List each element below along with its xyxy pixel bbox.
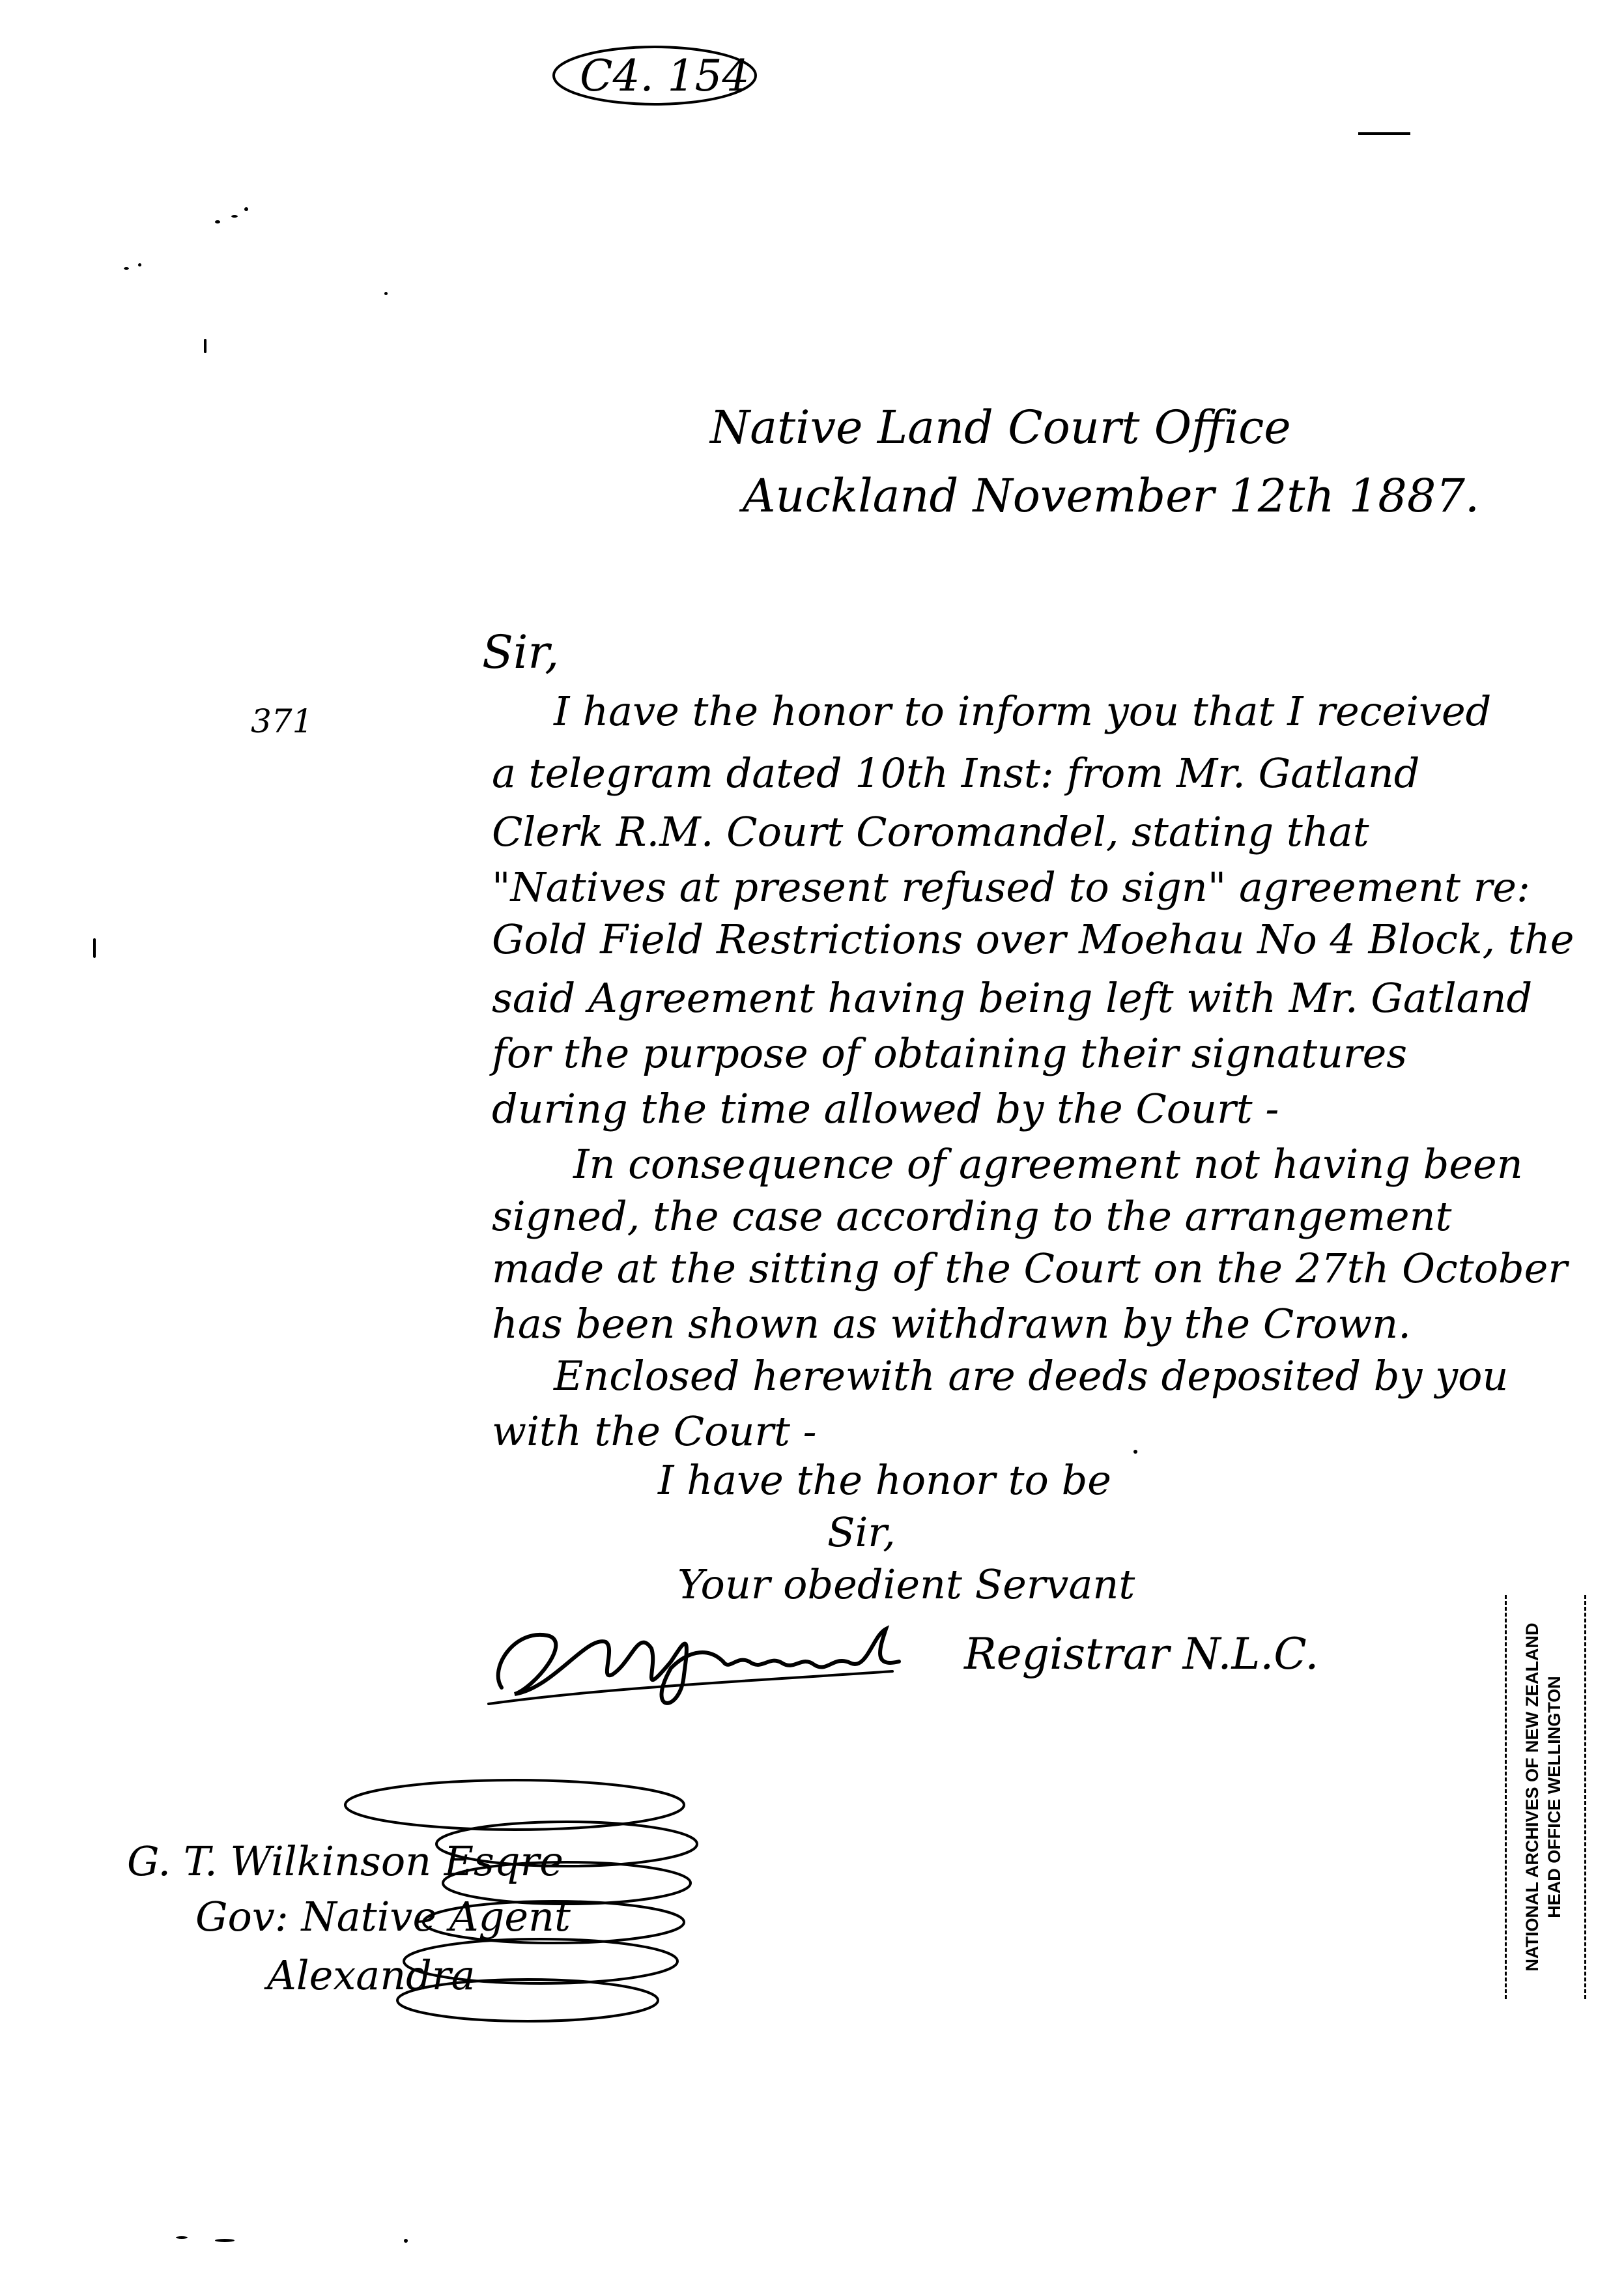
speck-mark (93, 938, 96, 958)
body-line: I have the honor to inform you that I received (554, 687, 1492, 735)
speck-mark (138, 263, 141, 266)
speck-mark (1133, 1450, 1137, 1454)
speck-mark (204, 339, 207, 353)
speck-mark (244, 207, 248, 211)
office-heading: Native Land Court Office (710, 401, 1291, 454)
speck-mark (176, 2236, 188, 2239)
body-line: for the purpose of obtaining their signatures (492, 1029, 1408, 1077)
body-line: "Natives at present refused to sign" agreement re: (492, 863, 1530, 911)
body-line: signed, the case according to the arrangement (492, 1192, 1452, 1240)
body-line: said Agreement having being left with Mr. Gatland (492, 974, 1533, 1022)
body-line: Gold Field Restrictions over Moehau No 4 Block, the (492, 915, 1574, 963)
body-line: during the time allowed by the Court - (492, 1085, 1279, 1132)
speck-mark (231, 215, 238, 218)
speck-mark (404, 2239, 408, 2243)
top-right-dash (1358, 132, 1410, 135)
addressee-title: Gov: Native Agent (195, 1893, 571, 1940)
body-line: a telegram dated 10th Inst: from Mr. Gatland (492, 749, 1420, 797)
closing-line: Sir, (827, 1508, 896, 1556)
stamp-line: HEAD OFFICE WELLINGTON (1545, 1676, 1564, 1918)
body-line: Clerk R.M. Court Coromandel, stating that (492, 808, 1369, 856)
signature (476, 1590, 945, 1720)
reference-mark (547, 38, 762, 116)
archive-stamp (1505, 1595, 1586, 1999)
stamp-line: NATIONAL ARCHIVES OF NEW ZEALAND (1522, 1622, 1542, 1972)
place-date-line: Auckland November 12th 1887. (743, 469, 1480, 523)
speck-mark (384, 292, 388, 295)
salutation: Sir, (482, 626, 560, 679)
margin-number: 371 (251, 702, 313, 740)
signatory-title: Registrar N.L.C. (964, 1629, 1319, 1679)
addressee-place: Alexandra (267, 1951, 476, 1999)
speck-mark (124, 267, 129, 270)
body-line: with the Court - (492, 1407, 817, 1455)
body-line: In consequence of agreement not having been (573, 1140, 1523, 1188)
speck-mark (215, 2239, 235, 2242)
closing-line: I have the honor to be (658, 1456, 1111, 1504)
reference-number: C4. 154 (580, 51, 750, 101)
speck-mark (215, 220, 220, 223)
body-line: has been shown as withdrawn by the Crown. (492, 1300, 1411, 1347)
body-line: Enclosed herewith are deeds deposited by you (554, 1352, 1509, 1400)
closing-line: Your obedient Servant (677, 1561, 1135, 1608)
body-line: made at the sitting of the Court on the 27th October (492, 1245, 1567, 1292)
addressee-name: G. T. Wilkinson Esqre (127, 1837, 563, 1885)
